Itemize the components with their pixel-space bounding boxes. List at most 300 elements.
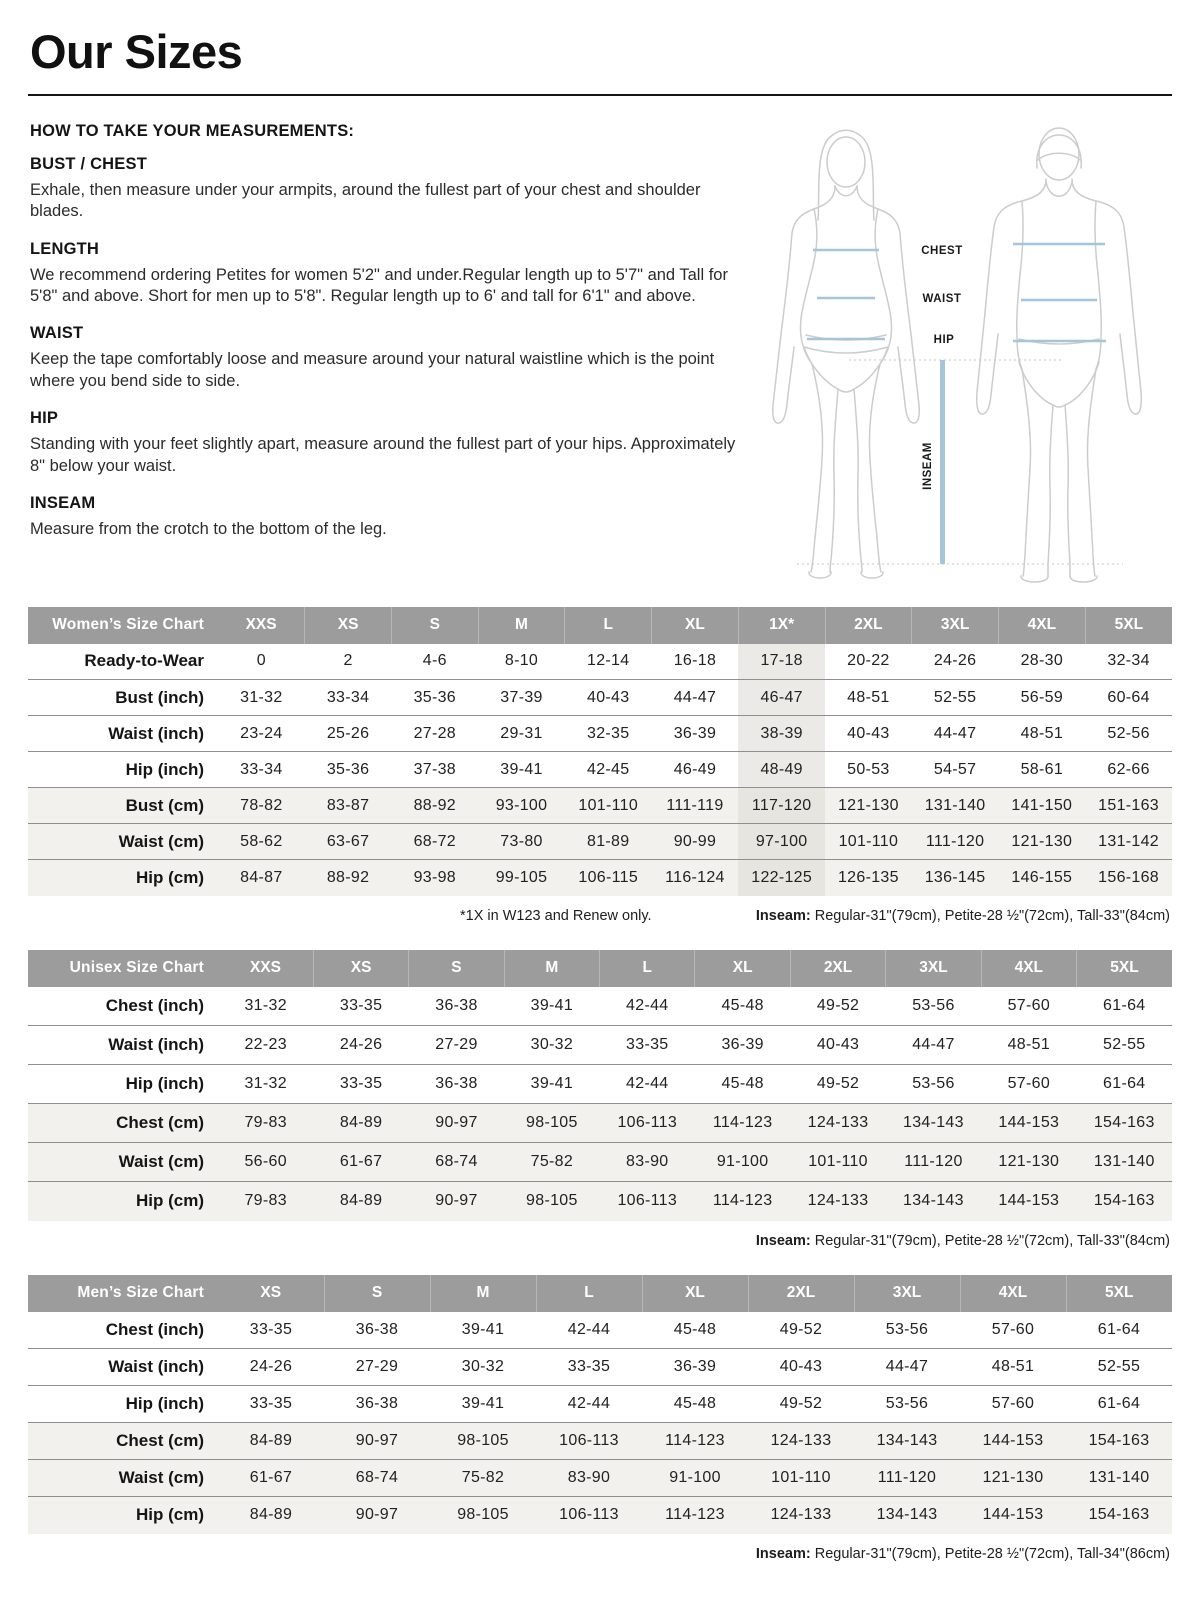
size-cell: 56-60 — [244, 1153, 287, 1171]
size-cell: 46-47 — [738, 680, 825, 716]
table-row — [28, 752, 1172, 788]
size-cell: 124-133 — [807, 1192, 869, 1210]
column-header-4xl: 4XL — [960, 1275, 1066, 1312]
size-cell: 58-62 — [240, 832, 283, 850]
row-label: Waist (cm) — [118, 1468, 204, 1488]
dotted-guides — [797, 360, 1123, 564]
size-cell: 52-56 — [1107, 724, 1150, 742]
size-cell: 42-44 — [626, 1075, 669, 1093]
size-cell: 121-130 — [1011, 832, 1073, 850]
womens-table-footnotes — [28, 896, 1172, 936]
mens-size-table — [28, 1275, 1172, 1534]
row-label: Waist (inch) — [108, 723, 204, 743]
size-cell: 45-48 — [721, 1075, 764, 1093]
column-header-4xl: 4XL — [981, 950, 1076, 987]
table-row — [28, 1026, 1172, 1065]
size-cell: 36-38 — [435, 1075, 478, 1093]
size-cell: 124-133 — [770, 1506, 832, 1524]
size-cell: 83-90 — [567, 1469, 611, 1487]
size-cell: 117-120 — [738, 788, 825, 824]
size-cell: 131-142 — [1098, 832, 1159, 850]
size-cell: 23-24 — [240, 724, 283, 742]
size-cell: 61-64 — [1103, 1075, 1146, 1093]
size-cell: 36-39 — [673, 724, 717, 742]
size-cell: 114-123 — [665, 1432, 725, 1450]
size-cell: 31-32 — [244, 1075, 287, 1093]
size-cell: 57-60 — [991, 1320, 1035, 1338]
size-cell: 98-105 — [457, 1432, 509, 1450]
size-cell: 53-56 — [885, 1320, 929, 1338]
column-header-xs: XS — [313, 950, 408, 987]
header-row — [28, 607, 1172, 644]
size-cell: 84-89 — [249, 1506, 293, 1524]
unisex-table-footnotes — [28, 1221, 1172, 1261]
size-cell: 22-23 — [244, 1036, 287, 1054]
size-cell: 40-43 — [847, 724, 890, 742]
measurement-guide-row — [28, 120, 1172, 593]
size-cell: 61-64 — [1097, 1320, 1141, 1338]
male-figure — [977, 128, 1142, 582]
column-header-2xl: 2XL — [748, 1275, 854, 1312]
table-row — [28, 1104, 1172, 1143]
size-cell: 44-47 — [673, 688, 717, 706]
footnote-inseam — [756, 908, 1170, 924]
size-cell: 106-113 — [559, 1432, 619, 1450]
size-cell: 97-100 — [738, 824, 825, 860]
size-cell: 73-80 — [500, 832, 543, 850]
size-cell: 98-105 — [526, 1192, 578, 1210]
column-header-xl: XL — [642, 1275, 748, 1312]
size-cell: 121-130 — [998, 1153, 1060, 1171]
size-cell: 106-113 — [617, 1114, 678, 1132]
column-header-s: S — [324, 1275, 430, 1312]
table-row — [28, 644, 1172, 680]
size-cell: 114-123 — [712, 1114, 773, 1132]
table-title: Unisex Size Chart — [28, 950, 218, 987]
size-cell: 79-83 — [244, 1192, 287, 1210]
column-header-2xl: 2XL — [790, 950, 885, 987]
table-row — [28, 1349, 1172, 1386]
size-cell: 144-153 — [998, 1114, 1060, 1132]
size-cell: 48-51 — [847, 688, 890, 706]
size-cell: 45-48 — [673, 1320, 717, 1338]
page-title: Our Sizes — [30, 25, 243, 78]
size-cell: 37-39 — [500, 688, 543, 706]
table-row — [28, 716, 1172, 752]
size-cell: 17-18 — [738, 644, 825, 680]
size-cell: 29-31 — [500, 724, 543, 742]
size-cell: 88-92 — [326, 868, 370, 886]
inseam-bar — [940, 360, 945, 564]
size-cell: 45-48 — [721, 996, 764, 1014]
section-body: Keep the tape comfortably loose and measure around your natural waistline which is the point where you bend side to side. — [30, 350, 715, 390]
size-cell: 91-100 — [669, 1469, 721, 1487]
size-cell: 44-47 — [933, 724, 977, 742]
size-cell: 12-14 — [587, 652, 630, 670]
size-cell: 52-55 — [1097, 1358, 1141, 1376]
size-cell: 156-168 — [1098, 868, 1159, 886]
mens-size-table-container — [28, 1275, 1172, 1534]
column-header-m: M — [504, 950, 599, 987]
size-cell: 84-89 — [339, 1114, 383, 1132]
size-cell: 42-44 — [626, 996, 669, 1014]
size-cell: 122-125 — [738, 860, 825, 896]
chest-label: CHEST — [921, 244, 963, 257]
size-cell: 48-49 — [738, 752, 825, 788]
size-cell: 36-39 — [721, 1036, 764, 1054]
size-cell: 75-82 — [530, 1153, 574, 1171]
size-cell: 151-163 — [1098, 796, 1159, 814]
size-cell: 101-110 — [578, 796, 639, 814]
size-cell: 75-82 — [461, 1469, 505, 1487]
size-cell: 83-90 — [626, 1153, 669, 1171]
size-cell: 38-39 — [738, 716, 825, 752]
size-cell: 91-100 — [716, 1153, 769, 1171]
size-cell: 90-97 — [355, 1432, 399, 1450]
column-header-xxs: XXS — [218, 950, 313, 987]
section-title: LENGTH — [30, 239, 100, 258]
size-cell: 36-39 — [673, 1358, 717, 1376]
size-cell: 48-51 — [991, 1358, 1035, 1376]
size-cell: 33-35 — [339, 1075, 383, 1093]
section-bust-chest — [30, 155, 740, 223]
measurement-instructions — [28, 120, 740, 558]
size-cell: 4-6 — [422, 652, 447, 670]
column-header-5xl: 5XL — [1085, 607, 1172, 644]
size-cell: 93-98 — [413, 868, 456, 886]
size-cell: 27-28 — [413, 724, 456, 742]
size-cell: 24-26 — [933, 652, 977, 670]
column-header-l: L — [536, 1275, 642, 1312]
row-label: Hip (cm) — [136, 1191, 204, 1211]
size-cell: 42-44 — [567, 1320, 611, 1338]
column-header-xl: XL — [695, 950, 790, 987]
table-row — [28, 1065, 1172, 1104]
size-cell: 106-115 — [578, 868, 639, 886]
column-header-xs: XS — [305, 607, 392, 644]
size-cell: 134-143 — [876, 1506, 938, 1524]
section-body: Exhale, then measure under your armpits, around the fullest part of your chest and shoulder blades. — [30, 180, 701, 221]
table-row — [28, 824, 1172, 860]
table-row — [28, 788, 1172, 824]
unisex-size-table — [28, 950, 1172, 1221]
column-header-xxs: XXS — [218, 607, 305, 644]
size-cell: 98-105 — [526, 1114, 578, 1132]
size-cell: 39-41 — [530, 996, 574, 1014]
size-cell: 79-83 — [244, 1114, 287, 1132]
size-cell: 52-55 — [933, 688, 977, 706]
size-cell: 46-49 — [673, 760, 717, 778]
womens-size-table — [28, 607, 1172, 896]
table-row — [28, 1182, 1172, 1221]
inseam-label: INSEAM — [922, 441, 934, 490]
size-cell: 90-97 — [355, 1506, 399, 1524]
size-cell: 124-133 — [770, 1432, 832, 1450]
row-label: Hip (cm) — [136, 867, 204, 887]
row-label: Hip (inch) — [125, 759, 204, 779]
size-cell: 33-35 — [249, 1320, 293, 1338]
column-header-5xl: 5XL — [1077, 950, 1172, 987]
column-header-l: L — [565, 607, 652, 644]
size-cell: 154-163 — [1093, 1114, 1155, 1132]
size-cell: 144-153 — [998, 1192, 1060, 1210]
size-cell: 84-89 — [249, 1432, 293, 1450]
table-row — [28, 1460, 1172, 1497]
section-body: We recommend ordering Petites for women 5'2" and under.Regular length up to 5'7" and Tall for 5'8" and above. Short for men up to 5'8". Regular length up to 6' and tall for 6'1" and above. — [30, 265, 728, 305]
size-cell: 134-143 — [903, 1114, 964, 1132]
size-cell: 111-120 — [925, 832, 985, 850]
size-cell: 52-55 — [1103, 1036, 1146, 1054]
size-cell: 32-34 — [1107, 652, 1150, 670]
footnote-1x: *1X in W123 and Renew only. — [460, 907, 652, 924]
size-cell: 49-52 — [816, 996, 860, 1014]
size-cell: 44-47 — [885, 1358, 929, 1376]
column-header-s: S — [409, 950, 504, 987]
header-row — [28, 950, 1172, 987]
size-cell: 62-66 — [1107, 760, 1150, 778]
size-cell: 114-123 — [665, 1506, 725, 1524]
size-cell: 111-120 — [904, 1153, 963, 1171]
size-cell: 60-64 — [1107, 688, 1150, 706]
size-cell: 57-60 — [1007, 1075, 1051, 1093]
size-cell: 16-18 — [673, 652, 717, 670]
size-cell: 31-32 — [240, 688, 283, 706]
row-label: Ready-to-Wear — [84, 651, 204, 671]
size-cell: 57-60 — [991, 1395, 1035, 1413]
size-cell: 131-140 — [924, 796, 986, 814]
size-cell: 45-48 — [673, 1395, 717, 1413]
row-label: Waist (inch) — [108, 1035, 204, 1055]
row-label: Waist (cm) — [118, 831, 204, 851]
section-title: WAIST — [30, 324, 84, 343]
table-row — [28, 1312, 1172, 1349]
size-cell: 27-29 — [435, 1036, 478, 1054]
size-cell: 136-145 — [924, 868, 986, 886]
row-label: Chest (inch) — [105, 995, 204, 1015]
size-cell: 141-150 — [1011, 796, 1073, 814]
footnote-inseam — [756, 1546, 1170, 1562]
size-cell: 30-32 — [461, 1358, 505, 1376]
column-header-xs: XS — [218, 1275, 324, 1312]
size-cell: 101-110 — [838, 832, 899, 850]
size-cell: 24-26 — [339, 1036, 383, 1054]
measurement-diagram — [740, 108, 1172, 593]
size-cell: 78-82 — [240, 796, 283, 814]
size-cell: 61-64 — [1097, 1395, 1141, 1413]
mens-size-chart-section — [28, 1275, 1172, 1574]
row-label: Chest (cm) — [116, 1113, 204, 1133]
size-cell: 90-97 — [435, 1192, 478, 1210]
size-cell: 40-43 — [779, 1358, 823, 1376]
size-cell: 49-52 — [816, 1075, 860, 1093]
size-cell: 121-130 — [837, 796, 899, 814]
size-cell: 37-38 — [413, 760, 456, 778]
body-measurement-illustration — [740, 108, 1172, 588]
instructions-heading: HOW TO TAKE YOUR MEASUREMENTS: — [30, 121, 355, 140]
size-cell: 111-119 — [666, 796, 724, 814]
row-label: Bust (cm) — [125, 795, 204, 815]
size-cell: 131-140 — [1088, 1469, 1150, 1487]
size-cell: 154-163 — [1088, 1506, 1150, 1524]
size-cell: 154-163 — [1093, 1192, 1155, 1210]
size-cell: 39-41 — [461, 1395, 505, 1413]
size-cell: 61-64 — [1103, 996, 1146, 1014]
inseam-note-label: Inseam: — [755, 907, 811, 924]
column-header-m: M — [430, 1275, 536, 1312]
size-cell: 84-87 — [240, 868, 283, 886]
size-cell: 33-35 — [567, 1358, 611, 1376]
row-label: Hip (cm) — [136, 1505, 204, 1525]
inseam-note-values: Regular-31"(79cm), Petite-28 ½"(72cm), Tall-34"(86cm) — [810, 1545, 1170, 1562]
womens-size-chart-section — [28, 607, 1172, 936]
column-header-l: L — [600, 950, 695, 987]
column-header-3xl: 3XL — [886, 950, 981, 987]
size-cell: 20-22 — [847, 652, 890, 670]
size-cell: 35-36 — [326, 760, 370, 778]
size-cell: 84-89 — [339, 1192, 383, 1210]
size-cell: 40-43 — [587, 688, 630, 706]
section-body: Measure from the crotch to the bottom of the leg. — [30, 520, 387, 539]
column-header-s: S — [391, 607, 478, 644]
size-cell: 54-57 — [933, 760, 977, 778]
size-cell: 58-61 — [1020, 760, 1064, 778]
size-cell: 99-105 — [495, 868, 548, 886]
size-cell: 53-56 — [912, 996, 955, 1014]
size-cell: 114-123 — [712, 1192, 773, 1210]
title-divider — [28, 94, 1172, 96]
size-cell: 68-72 — [413, 832, 456, 850]
size-cell: 39-41 — [461, 1320, 505, 1338]
table-row — [28, 1143, 1172, 1182]
section-body: Standing with your feet slightly apart, measure around the fullest part of your hips. Approximately 8" below your waist. — [30, 435, 736, 475]
size-cell: 144-153 — [982, 1506, 1044, 1524]
unisex-size-table-container — [28, 950, 1172, 1221]
size-cell: 27-29 — [355, 1358, 399, 1376]
inseam-note-values: Regular-31"(79cm), Petite-28 ½"(72cm), Tall-33"(84cm) — [810, 1232, 1170, 1249]
size-cell: 28-30 — [1020, 652, 1064, 670]
size-cell: 0 — [256, 652, 266, 670]
section-title: HIP — [30, 409, 59, 428]
size-cell: 126-135 — [837, 868, 899, 886]
size-cell: 8-10 — [504, 652, 539, 670]
size-cell: 68-74 — [435, 1153, 478, 1171]
column-header-m: M — [478, 607, 565, 644]
row-label: Hip (inch) — [125, 1074, 204, 1094]
column-header-1x: 1X* — [738, 607, 825, 644]
size-cell: 88-92 — [413, 796, 456, 814]
size-cell: 134-143 — [903, 1192, 964, 1210]
size-cell: 40-43 — [816, 1036, 860, 1054]
size-cell: 116-124 — [665, 868, 725, 886]
size-cell: 33-35 — [626, 1036, 669, 1054]
size-cell: 30-32 — [530, 1036, 574, 1054]
size-cell: 106-113 — [617, 1192, 678, 1210]
size-cell: 93-100 — [495, 796, 548, 814]
size-cell: 53-56 — [912, 1075, 955, 1093]
size-cell: 25-26 — [326, 724, 370, 742]
table-row — [28, 680, 1172, 716]
size-cell: 48-51 — [1007, 1036, 1051, 1054]
size-cell: 2 — [343, 652, 353, 670]
footnote-inseam — [756, 1233, 1170, 1249]
row-label: Bust (inch) — [115, 687, 204, 707]
inseam-note-values: Regular-31"(79cm), Petite-28 ½"(72cm), Tall-33"(84cm) — [810, 907, 1170, 924]
size-cell: 124-133 — [807, 1114, 869, 1132]
size-cell: 98-105 — [457, 1506, 509, 1524]
section-title: INSEAM — [30, 494, 96, 513]
size-cell: 49-52 — [779, 1395, 823, 1413]
table-title: Men’s Size Chart — [28, 1275, 218, 1312]
size-cell: 57-60 — [1007, 996, 1051, 1014]
row-label: Chest (inch) — [105, 1319, 204, 1339]
row-label: Chest (cm) — [116, 1431, 204, 1451]
row-label: Hip (inch) — [125, 1394, 204, 1414]
size-cell: 81-89 — [587, 832, 630, 850]
size-cell: 56-59 — [1020, 688, 1064, 706]
unisex-size-chart-section — [28, 950, 1172, 1261]
size-cell: 33-35 — [249, 1395, 293, 1413]
size-cell: 134-143 — [876, 1432, 938, 1450]
column-header-4xl: 4XL — [998, 607, 1085, 644]
size-cell: 33-35 — [339, 996, 383, 1014]
size-cell: 121-130 — [982, 1469, 1044, 1487]
column-header-3xl: 3XL — [854, 1275, 960, 1312]
size-cell: 48-51 — [1020, 724, 1064, 742]
size-cell: 131-140 — [1093, 1153, 1155, 1171]
size-cell: 44-47 — [912, 1036, 955, 1054]
size-cell: 35-36 — [413, 688, 456, 706]
row-label: Waist (inch) — [108, 1357, 204, 1377]
size-cell: 49-52 — [779, 1320, 823, 1338]
size-cell: 39-41 — [500, 760, 543, 778]
table-row — [28, 1497, 1172, 1534]
size-cell: 33-34 — [326, 688, 370, 706]
size-cell: 83-87 — [326, 796, 370, 814]
size-cell: 90-97 — [435, 1114, 478, 1132]
size-cell: 68-74 — [355, 1469, 399, 1487]
table-title: Women’s Size Chart — [28, 607, 218, 644]
section-length — [30, 240, 740, 308]
size-cell: 36-38 — [355, 1395, 399, 1413]
table-row — [28, 1386, 1172, 1423]
section-waist — [30, 324, 740, 392]
size-cell: 36-38 — [435, 996, 478, 1014]
inseam-note-label: Inseam: — [755, 1545, 811, 1562]
section-hip — [30, 409, 740, 477]
size-cell: 90-99 — [673, 832, 717, 850]
section-title: BUST / CHEST — [30, 154, 147, 173]
female-figure — [773, 130, 920, 578]
column-header-2xl: 2XL — [825, 607, 912, 644]
row-label: Waist (cm) — [118, 1152, 204, 1172]
size-cell: 50-53 — [847, 760, 890, 778]
size-cell: 61-67 — [339, 1153, 383, 1171]
inseam-note-label: Inseam: — [755, 1232, 811, 1249]
hip-label: HIP — [933, 333, 955, 346]
size-cell: 31-32 — [244, 996, 287, 1014]
table-row — [28, 860, 1172, 896]
size-cell: 101-110 — [808, 1153, 868, 1171]
size-cell: 106-113 — [559, 1506, 619, 1524]
size-cell: 42-45 — [587, 760, 630, 778]
waist-label: WAIST — [922, 292, 962, 305]
size-cell: 111-120 — [877, 1469, 937, 1487]
mens-table-footnotes — [28, 1534, 1172, 1574]
size-cell: 154-163 — [1088, 1432, 1150, 1450]
size-cell: 39-41 — [530, 1075, 574, 1093]
column-header-5xl: 5XL — [1066, 1275, 1172, 1312]
size-cell: 33-34 — [240, 760, 283, 778]
